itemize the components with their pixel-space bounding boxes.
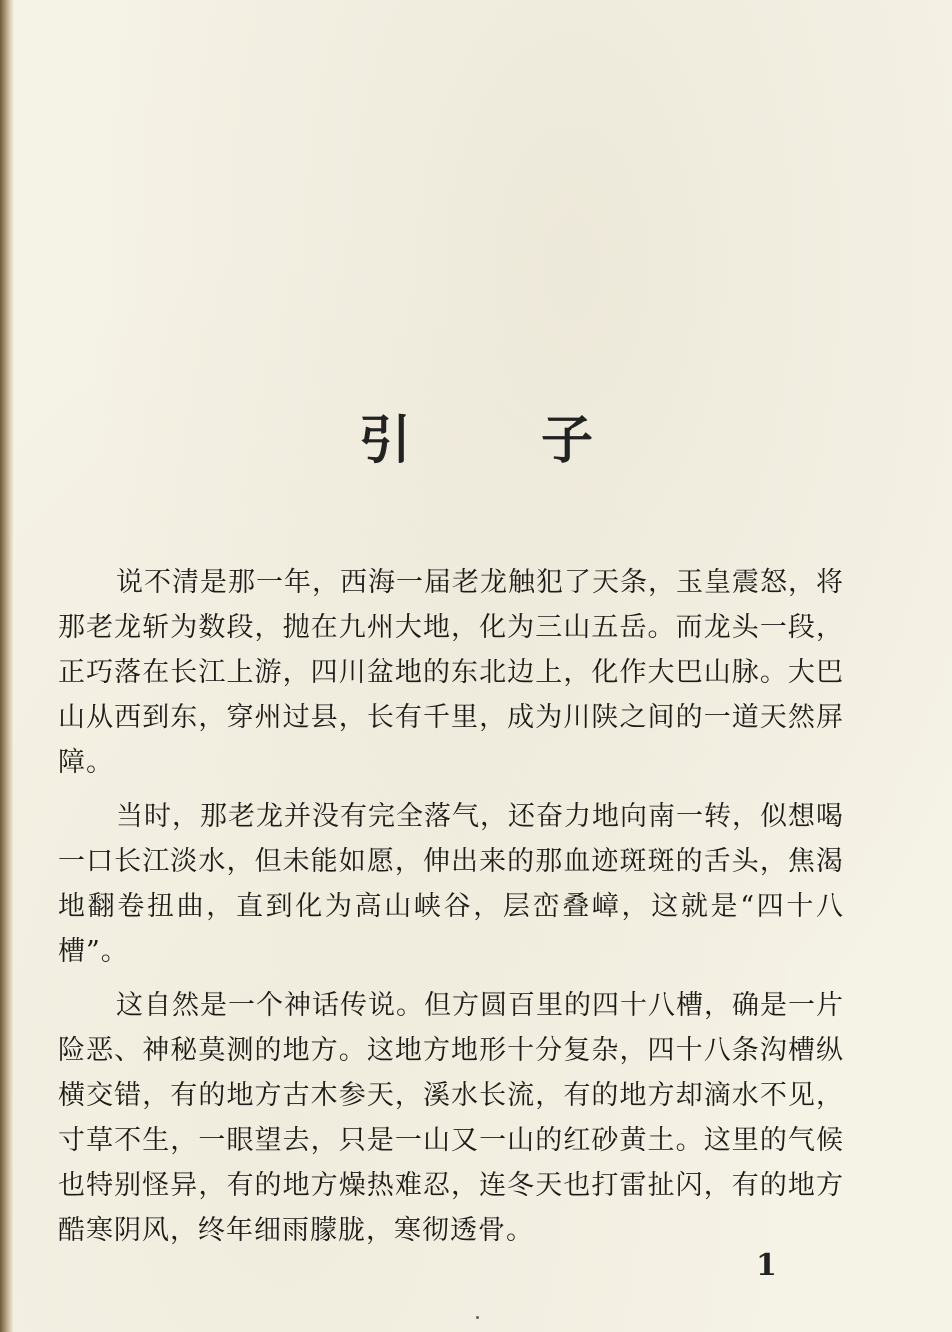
paper-speck	[476, 1316, 479, 1319]
paragraph-3: 这自然是一个神话传说。但方圆百里的四十八槽，确是一片险恶、神秘莫测的地方。这地方地形十分复杂，四十八条沟槽纵横交错，有的地方古木参天，溪水长流，有的地方却滴水不见，寸草不生，一眼望去，只是一山又一山的红砂黄土。这里的气候也特别怪异，有的地方燥热难忍，连冬天也打雷扯闪，有的地方酷寒阴风，终年细雨朦胧，寒彻透骨。	[58, 990, 844, 1246]
chapter-title: 引 子	[358, 410, 650, 471]
paragraph-2: 当时，那老龙并没有完全落气，还奋力地向南一转，似想喝一口长江淡水，但未能如愿，伸出来的那血迹斑斑的舌头，焦渴地翻卷扭曲，直到化为高山峡谷，层峦叠嶂，这就是“四十八槽”。	[58, 801, 844, 967]
book-gutter	[0, 0, 14, 1332]
paragraph-1: 说不清是那一年，西海一届老龙触犯了天条，玉皇震怒，将那老龙斩为数段，抛在九州大地，化为三山五岳。而龙头一段，正巧落在长江上游，四川盆地的东北边上，化作大巴山脉。大巴山从西到东，穿州过县，长有千里，成为川陕之间的一道天然屏障。	[58, 567, 844, 778]
chapter-body	[58, 560, 844, 1262]
page-number: 1	[756, 1248, 777, 1283]
